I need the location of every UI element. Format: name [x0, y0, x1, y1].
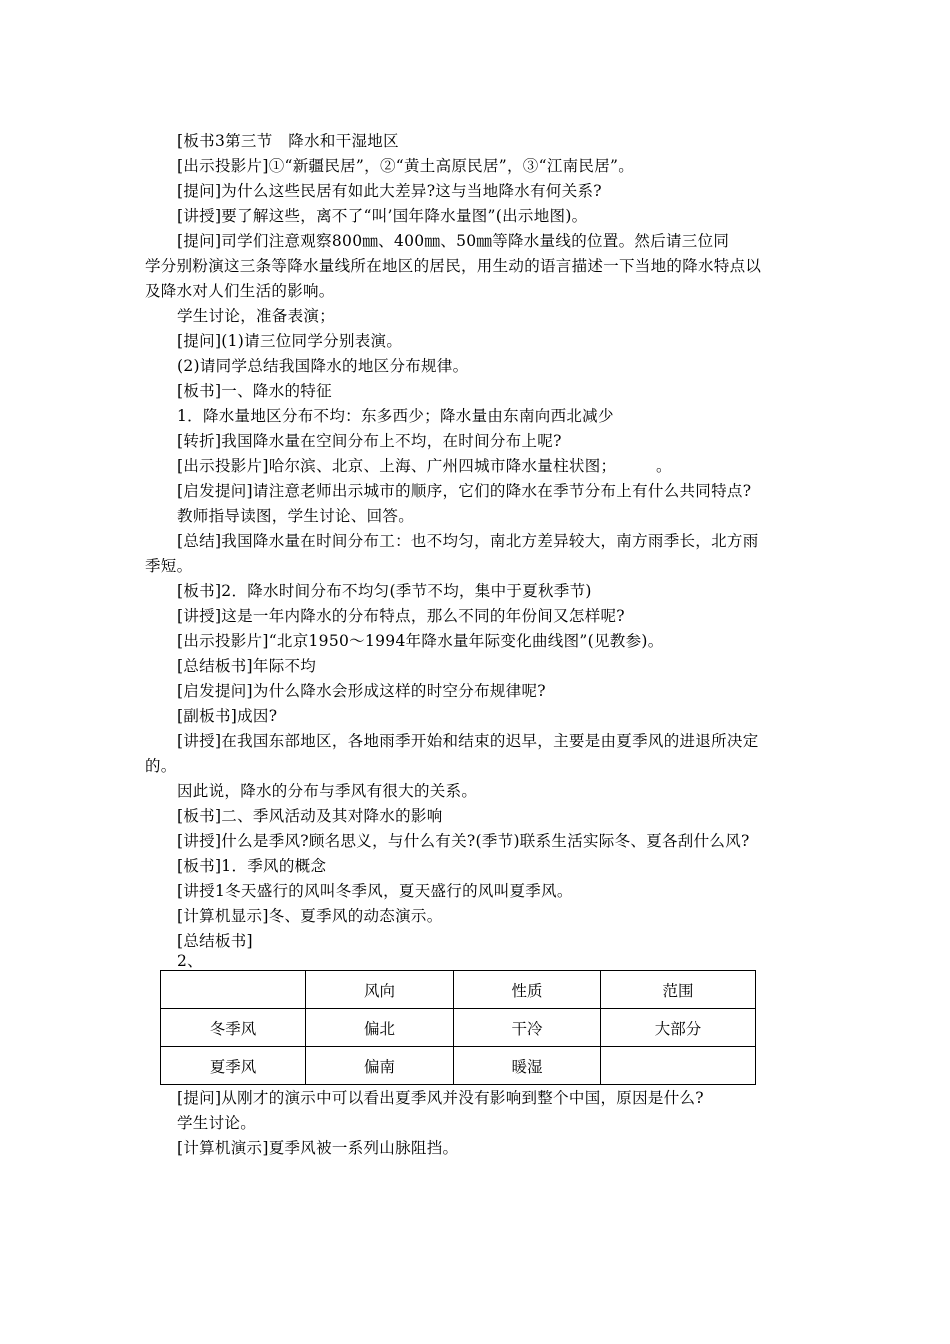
table-header-row [161, 971, 756, 1009]
text-line: [出示投影片]“北京1950～1994年降水量年际变化曲线图”(见教参)。 [177, 632, 664, 650]
text-line: [提问]从刚才的演示中可以看出夏季风并没有影响到整个中国，原因是什么? [177, 1089, 704, 1107]
text-line: [计算机演示]夏季风被一系列山脉阻挡。 [177, 1139, 459, 1157]
table-cell: 夏季风 [161, 1047, 306, 1085]
text-line: [启发提问]请注意老师出示城市的顺序，它们的降水在季节分布上有什么共同特点? [177, 482, 752, 500]
table-cell: 暖湿 [454, 1047, 601, 1085]
text-line: [板书3第三节 降水和干湿地区 [177, 132, 399, 150]
text-line: 季短。 [145, 557, 193, 575]
text-line: [出示投影片]哈尔滨、北京、上海、广州四城市降水量柱状图； 。 [177, 457, 672, 475]
table-row [161, 1047, 756, 1085]
text-line: 学生讨论。 [177, 1114, 257, 1132]
text-line: [讲授]什么是季风?顾名思义，与什么有关?(季节)联系生活实际冬、夏各刮什么风? [177, 832, 750, 850]
text-line: 及降水对人们生活的影响。 [145, 282, 335, 300]
table-cell: 偏北 [306, 1009, 454, 1047]
text-line: [讲授1冬天盛行的风叫冬季风，夏天盛行的风叫夏季风。 [177, 882, 573, 900]
text-line: [总结板书]年际不均 [177, 657, 317, 675]
text-line: 教师指导读图，学生讨论、回答。 [177, 507, 415, 525]
text-line: [讲授]在我国东部地区，各地雨季开始和结束的迟早，主要是由夏季风的进退所决定 [177, 732, 759, 750]
text-line: [转折]我国降水量在空间分布上不均，在时间分布上呢? [177, 432, 562, 450]
text-line: (2)请同学总结我国降水的地区分布规律。 [177, 357, 469, 375]
table-cell: 大部分 [601, 1009, 756, 1047]
monsoon-table [160, 970, 756, 1085]
text-line: 学生讨论，准备表演； [177, 307, 336, 325]
text-line: [讲授]这是一年内降水的分布特点，那么不同的年份间又怎样呢? [177, 607, 625, 625]
text-line: 1．降水量地区分布不均：东多西少；降水量由东南向西北减少 [177, 407, 614, 425]
text-line: [板书]二、季风活动及其对降水的影响 [177, 807, 443, 825]
table-cell: 偏南 [306, 1047, 454, 1085]
text-line: 的。 [145, 757, 177, 775]
text-line: 学分别粉演这三条等降水量线所在地区的居民，用生动的语言描述一下当地的降水特点以 [145, 257, 762, 275]
table-cell: 冬季风 [161, 1009, 306, 1047]
text-line: [计算机显示]冬、夏季风的动态演示。 [177, 907, 443, 925]
table-cell: 风向 [306, 971, 454, 1009]
table-cell [161, 971, 306, 1009]
text-line: [提问](1)请三位同学分别表演。 [177, 332, 403, 350]
text-line: [讲授]要了解这些，离不了“叫’国年降水量图”(出示地图)。 [177, 207, 588, 225]
text-line: [提问]为什么这些民居有如此大差异?这与当地降水有何关系? [177, 182, 602, 200]
table-row [161, 1009, 756, 1047]
text-line: [副板书]成因? [177, 707, 278, 725]
table-cell [601, 1047, 756, 1085]
text-line: [总结板书] [177, 932, 253, 950]
table-cell: 性质 [454, 971, 601, 1009]
text-line: [板书]一、降水的特征 [177, 382, 332, 400]
text-line: [板书]1．季风的概念 [177, 857, 327, 875]
text-line: [出示投影片]①“新疆民居”，②“黄土高原民居”，③“江南民居”。 [177, 157, 635, 175]
text-line: [板书]2．降水时间分布不均匀(季节不均，集中于夏秋季节) [177, 582, 592, 600]
text-line: 2、 [177, 952, 203, 970]
text-line: 因此说，降水的分布与季风有很大的关系。 [177, 782, 478, 800]
text-line: [提问]司学们注意观察800㎜、400㎜、50㎜等降水量线的位置。然后请三位同 [177, 232, 730, 250]
table-cell: 干冷 [454, 1009, 601, 1047]
text-line: [启发提问]为什么降水会形成这样的时空分布规律呢? [177, 682, 546, 700]
text-line: [总结]我国降水量在时间分布工：也不均匀，南北方差异较大，南方雨季长，北方雨 [177, 532, 759, 550]
table-cell: 范围 [601, 971, 756, 1009]
